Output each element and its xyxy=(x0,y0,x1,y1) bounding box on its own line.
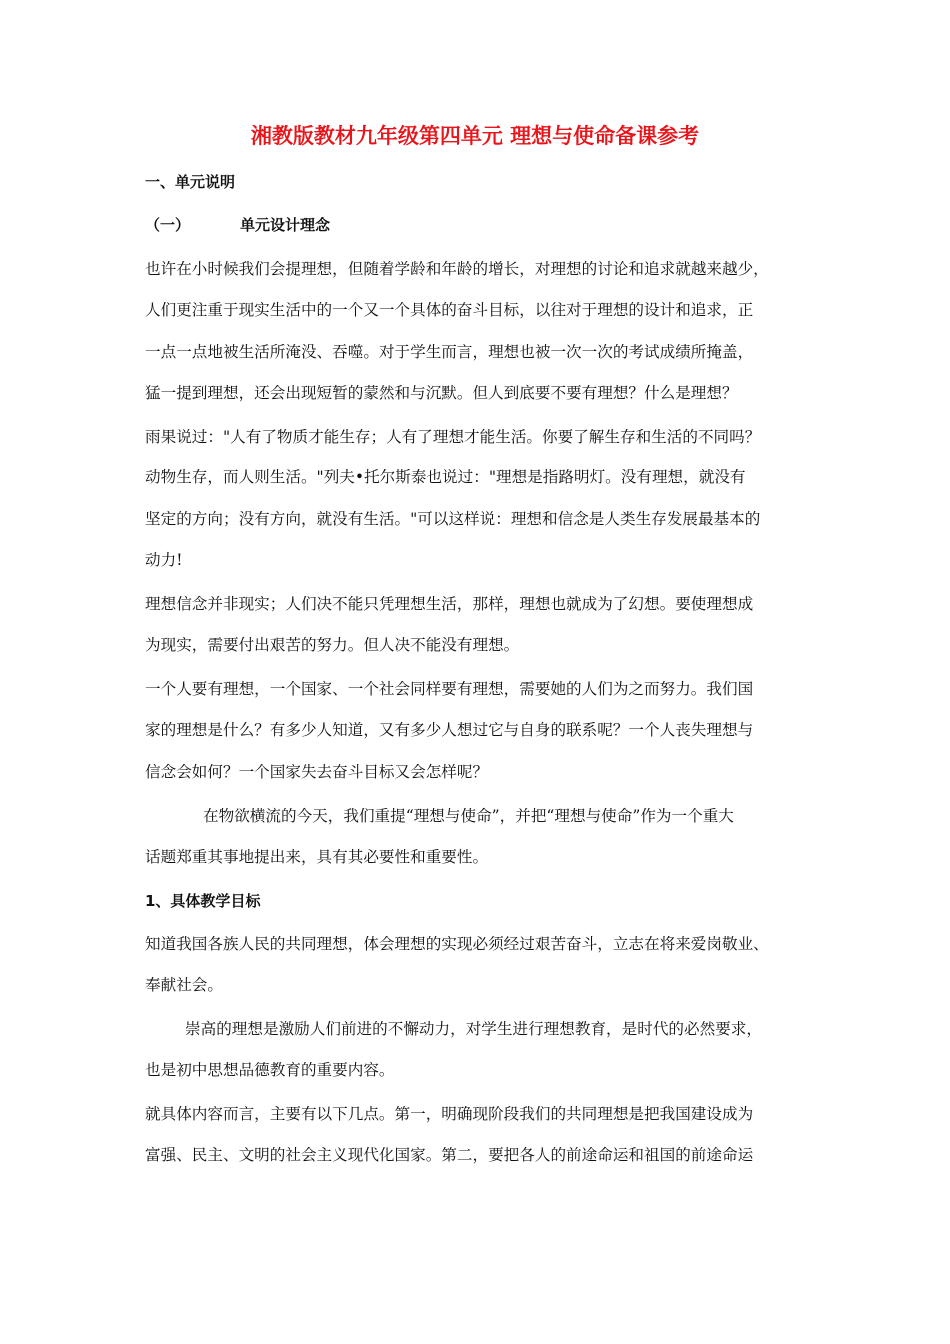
paragraph-line: 猛一提到理想，还会出现短暂的蒙然和与沉默。但人到底要不要有理想？什么是理想？ xyxy=(145,384,738,402)
paragraph-line: 富强、民主、文明的社会主义现代化国家。第二，要把各人的前途命运和祖国的前途命运 xyxy=(145,1146,754,1164)
paragraph-line: 人们更注重于现实生活中的一个又一个具体的奋斗目标，以往对于理想的设计和追求，正 xyxy=(145,301,754,319)
paragraph-line: 雨果说过："人有了物质才能生存；人有了理想才能生活。你要了解生存和生活的不同吗？ xyxy=(145,428,761,446)
subsection-heading xyxy=(145,214,330,236)
paragraph-line: 在物欲横流的今天，我们重提“理想与使命”，并把“理想与使命”作为一个重大 xyxy=(203,807,734,825)
paragraph-line: 理想信念并非现实；人们决不能只凭理想生活，那样，理想也就成为了幻想。要使理想成 xyxy=(145,595,754,613)
section-heading-teaching-goals: 1、具体教学目标 xyxy=(145,892,261,910)
paragraph-line: 话题郑重其事地提出来，具有其必要性和重要性。 xyxy=(145,848,489,866)
paragraph-line: 崇高的理想是激励人们前进的不懈动力，对学生进行理想教育，是时代的必然要求， xyxy=(185,1020,762,1038)
paragraph-line: 一个人要有理想，一个国家、一个社会同样要有理想，需要她的人们为之而努力。我们国 xyxy=(145,680,754,698)
section-heading-unit-description: 一、单元说明 xyxy=(145,173,236,191)
paragraph-line: 信念会如何？一个国家失去奋斗目标又会怎样呢？ xyxy=(145,763,489,781)
paragraph-line: 也是初中思想品德教育的重要内容。 xyxy=(145,1061,395,1079)
paragraph-line: 动力! xyxy=(145,551,183,569)
paragraph-line: 奉献社会。 xyxy=(145,976,223,994)
paragraph-line: 知道我国各族人民的共同理想，体会理想的实现必须经过艰苦奋斗，立志在将来爱岗敬业、 xyxy=(145,935,769,953)
paragraph-line: 动物生存，而人则生活。"列夫•托尔斯泰也说过："理想是指路明灯。没有理想，就没有 xyxy=(145,468,746,486)
subsection-title: 单元设计理念 xyxy=(240,216,331,234)
paragraph-line: 坚定的方向；没有方向，就没有生活。"可以这样说：理想和信念是人类生存发展最基本的 xyxy=(145,510,761,528)
paragraph-line: 家的理想是什么？有多少人知道，又有多少人想过它与自身的联系呢？一个人丧失理想与 xyxy=(145,721,754,739)
paragraph-line: 为现实，需要付出艰苦的努力。但人决不能没有理想。 xyxy=(145,636,520,654)
paragraph-line: 也许在小时候我们会提理想，但随着学龄和年龄的增长，对理想的讨论和追求就越来越少， xyxy=(145,260,769,278)
document-title: 湘教版教材九年级第四单元 理想与使命备课参考 xyxy=(250,124,700,148)
paragraph-line: 就具体内容而言，主要有以下几点。第一，明确现阶段我们的共同理想是把我国建设成为 xyxy=(145,1105,754,1123)
subsection-number: （一） xyxy=(145,216,191,234)
paragraph-line: 一点一点地被生活所淹没、吞噬。对于学生而言，理想也被一次一次的考试成绩所掩盖， xyxy=(145,343,754,361)
